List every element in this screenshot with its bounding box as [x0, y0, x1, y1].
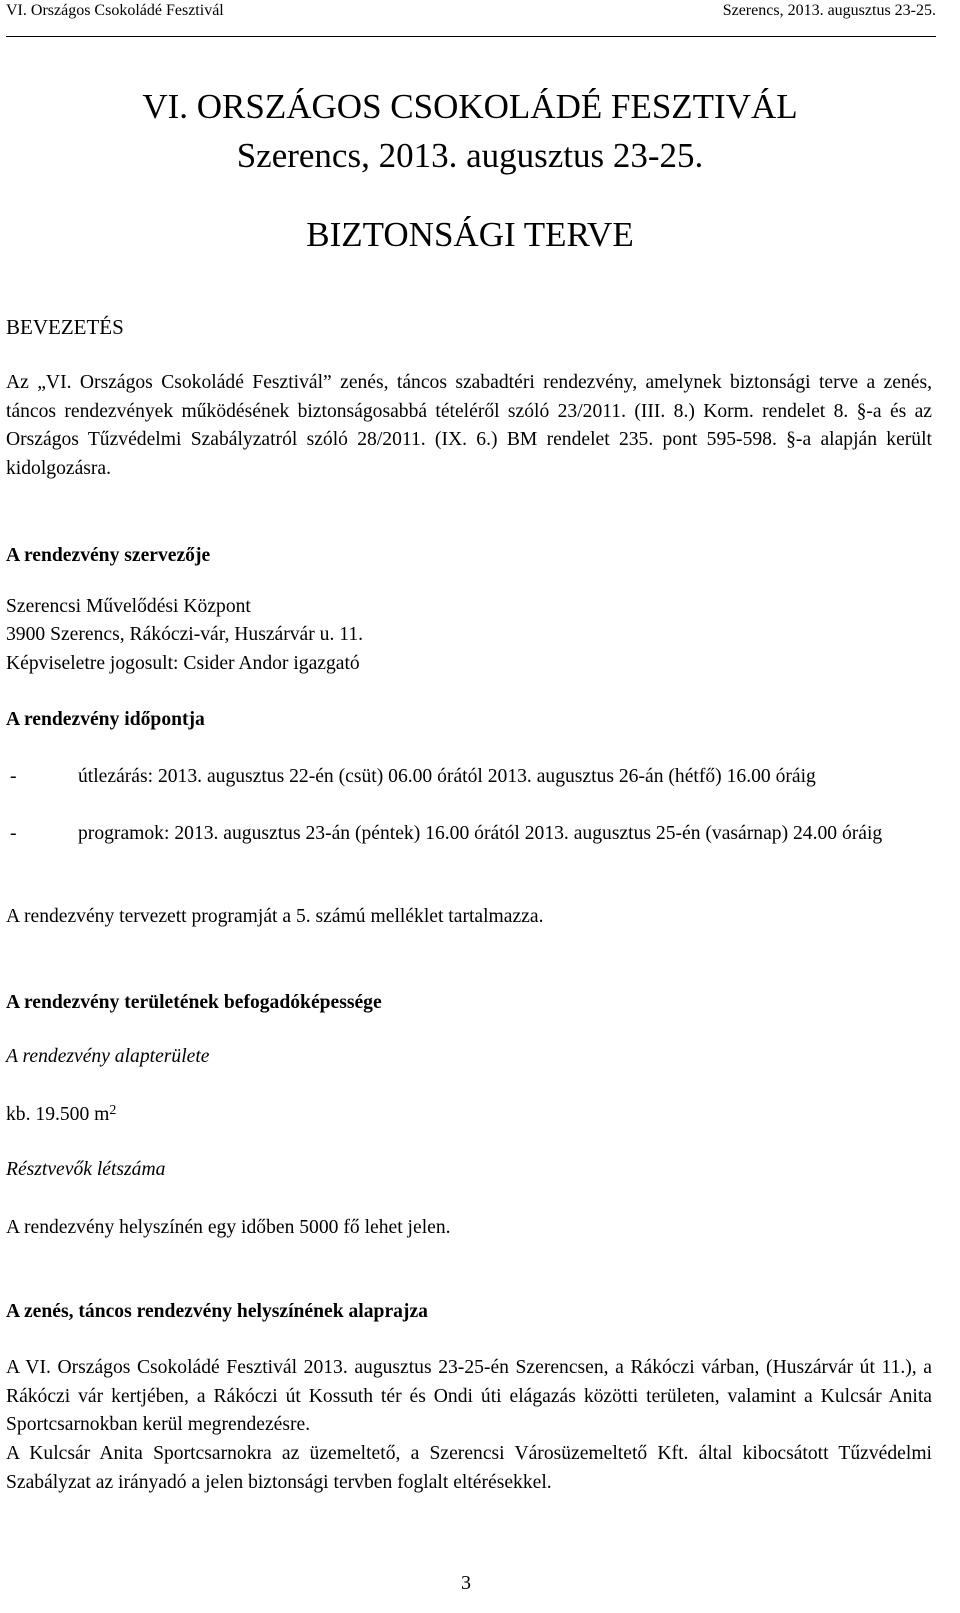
layout-heading: A zenés, táncos rendezvény helyszínének alaprajza: [6, 1301, 428, 1322]
area-label: A rendezvény alapterülete: [6, 1046, 210, 1067]
area-value-text: kb. 19.500 m: [6, 1104, 110, 1125]
timing-item: - útlezárás: 2013. augusztus 22-én (csüt) 06.00 órától 2013. augusztus 26-án (hétfő) 16.00 óráig: [6, 763, 932, 821]
participants-text: A rendezvény helyszínén egy időben 5000 fő lehet jelen.: [6, 1217, 451, 1238]
organizer-address: 3900 Szerencs, Rákóczi-vár, Huszárvár u. 11.: [6, 624, 364, 645]
header-left-text: VI. Országos Csokoládé Fesztivál: [6, 2, 224, 19]
document-title-line3: BIZTONSÁGI TERVE: [306, 215, 634, 254]
participants-label: Résztvevők létszáma: [6, 1159, 166, 1180]
intro-heading: BEVEZETÉS: [6, 315, 124, 339]
timing-item: - programok: 2013. augusztus 23-án (péntek) 16.00 órától 2013. augusztus 25-én (vasárnap) 24.00 óráig: [6, 820, 932, 878]
timing-item-text: útlezárás: 2013. augusztus 22-én (csüt) 06.00 órától 2013. augusztus 26-án (hétfő) 16.00 óráig: [78, 766, 816, 787]
organizer-representative: Képviseletre jogosult: Csider Andor igazgató: [6, 653, 360, 674]
area-unit-superscript: 2: [109, 1103, 117, 1118]
layout-paragraph-2: A Kulcsár Anita Sportcsarnokra az üzemeltető, a Szerencsi Városüzemeltető Kft. által kibocsátott Tűzvédelmi Szabályzat az irányadó a jelen biztonsági tervben foglalt eltérésekkel.: [6, 1443, 932, 1493]
document-title-line1: VI. ORSZÁGOS CSOKOLÁDÉ FESZTIVÁL: [142, 87, 798, 126]
area-value: [6, 1101, 116, 1129]
organizer-heading: A rendezvény szervezője: [6, 545, 211, 566]
capacity-heading: A rendezvény területének befogadóképessége: [6, 992, 382, 1013]
layout-paragraph-1: A VI. Országos Csokoládé Fesztivál 2013. augusztus 23-25-én Szerencsen, a Rákóczi várban, (Huszárvár út 11.), a Rákóczi vár kertjében, a Rákóczi út Kossuth tér és Ondi úti elágazás közötti területen, valamint a Kulcsár Anita Sportcsarnokban kerül megrendezésre.: [6, 1357, 932, 1436]
intro-paragraph: Az „VI. Országos Csokoládé Fesztivál” zenés, táncos szabadtéri rendezvény, amelynek biztonsági terve a zenés, táncos rendezvények működésének biztonságosabbá tételéről szóló 23/2011. (III. 8.) Korm. rendelet 8. §-a és az Országos Tűzvédelmi Szabályzatról szóló 28/2011. (IX. 6.) BM rendelet 235. pont 595-598. §-a alapján került kidolgozásra.: [6, 372, 932, 479]
running-header: [6, 0, 936, 37]
header-right-text: Szerencs, 2013. augusztus 23-25.: [722, 2, 936, 19]
timing-item-text: programok: 2013. augusztus 23-án (péntek) 16.00 órától 2013. augusztus 25-én (vasárnap) 24.00 óráig: [78, 823, 883, 844]
timing-heading: A rendezvény időpontja: [6, 709, 205, 730]
organizer-name: Szerencsi Művelődési Központ: [6, 596, 251, 617]
timing-note: A rendezvény tervezett programját a 5. számú melléklet tartalmazza.: [6, 906, 544, 927]
page-number: 3: [461, 1572, 471, 1594]
document-title-line2: Szerencs, 2013. augusztus 23-25.: [236, 136, 704, 175]
